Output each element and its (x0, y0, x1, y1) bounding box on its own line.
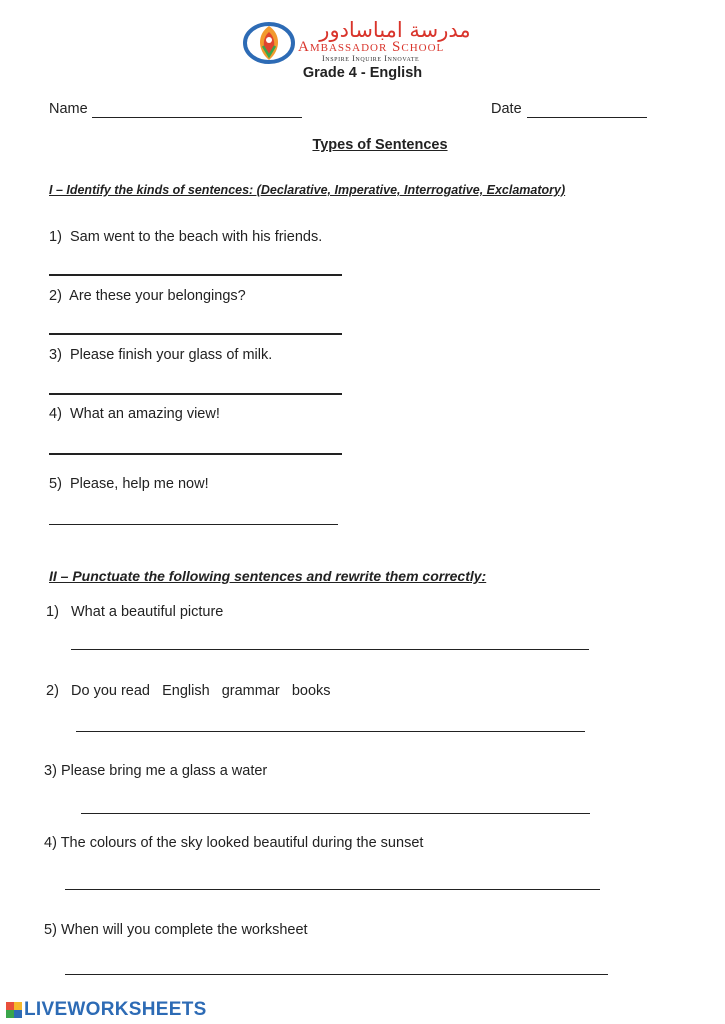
name-label: Name (49, 101, 88, 117)
s1-answer-line-5[interactable] (49, 524, 338, 525)
s2-item-2-text: Do you read English grammar books (71, 683, 331, 699)
s1-item-4 (49, 406, 220, 422)
s1-answer-line-4[interactable] (49, 453, 342, 455)
section-1-heading: I – Identify the kinds of sentences: (Declarative, Imperative, Interrogative, Exclamatory) (49, 183, 566, 197)
s2-item-4-text: The colours of the sky looked beautiful during the sunset (60, 835, 424, 851)
s2-answer-line-1[interactable] (71, 649, 589, 650)
s1-item-2-number: 2) (49, 288, 62, 304)
grade-title: Grade 4 - English (302, 65, 423, 81)
s1-item-3-text: Please finish your glass of milk. (69, 347, 273, 363)
s2-item-1 (46, 604, 223, 620)
liveworksheets-icon (6, 1002, 22, 1018)
s2-item-1-text: What a beautiful picture (71, 604, 224, 620)
s2-answer-line-4[interactable] (65, 889, 600, 890)
s1-answer-line-2[interactable] (49, 333, 342, 335)
page-title: Types of Sentences (312, 137, 448, 153)
date-label: Date (491, 101, 522, 117)
s2-item-3-text: Please bring me a glass a water (60, 763, 268, 779)
s2-item-5 (44, 922, 308, 938)
s1-item-1-text: Sam went to the beach with his friends. (69, 229, 323, 245)
s2-item-3 (44, 763, 267, 779)
s1-item-5 (49, 476, 209, 492)
date-field[interactable] (527, 117, 647, 118)
s1-answer-line-1[interactable] (49, 274, 342, 276)
school-name-arabic: مدرسة امباسادور (319, 18, 471, 42)
liveworksheets-brand: LIVEWORKSHEETS (24, 999, 207, 1020)
s2-item-4 (44, 835, 423, 851)
footer-watermark (6, 999, 207, 1021)
s2-answer-line-5[interactable] (65, 974, 608, 975)
s1-answer-line-3[interactable] (49, 393, 342, 395)
school-motto: Inspire Inquire Innovate (322, 54, 420, 63)
s2-answer-line-2[interactable] (76, 731, 585, 732)
s1-item-5-text: Please, help me now! (69, 476, 209, 492)
s2-item-2 (46, 683, 331, 699)
s1-item-4-text: What an amazing view! (69, 406, 220, 422)
s1-item-2-text: Are these your belongings? (69, 288, 246, 304)
s1-item-1 (49, 229, 322, 245)
s1-item-2 (49, 288, 246, 304)
name-field[interactable] (92, 117, 302, 118)
s1-item-1-number: 1) (49, 229, 62, 245)
s2-item-4-number: 4) (44, 835, 57, 851)
s1-item-4-number: 4) (49, 406, 62, 422)
s2-item-3-number: 3) (44, 763, 57, 779)
section-2-heading: II – Punctuate the following sentences and rewrite them correctly: (49, 568, 487, 584)
s1-item-5-number: 5) (49, 476, 62, 492)
s2-item-5-number: 5) (44, 922, 57, 938)
school-logo-icon (243, 22, 295, 64)
s2-answer-line-3[interactable] (81, 813, 590, 814)
s1-item-3 (49, 347, 272, 363)
school-name: Ambassador School (298, 39, 445, 55)
s1-item-3-number: 3) (49, 347, 62, 363)
s2-item-5-text: When will you complete the worksheet (60, 922, 308, 938)
s2-item-2-number: 2) (46, 683, 59, 699)
s2-item-1-number: 1) (46, 604, 59, 620)
